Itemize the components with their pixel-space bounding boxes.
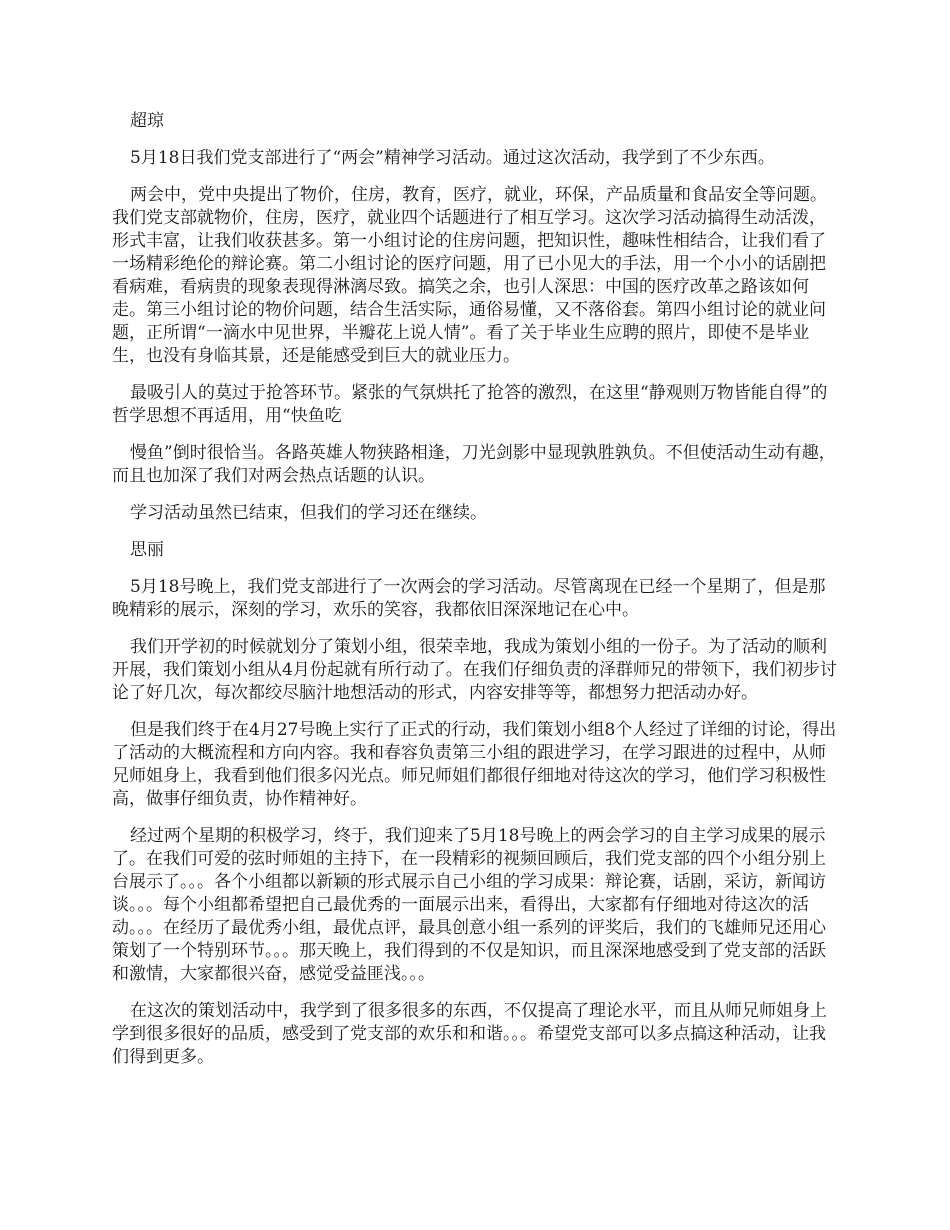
paragraph-evening: 5月18号晚上，我们党支部进行了一次两会的学习活动。尽管离现在已经一个星期了，但是那晚精彩的展示，深刻的学习，欢乐的笑容，我都依旧深深地记在心中。 (112, 577, 826, 620)
paragraph-continue-learning: 学习活动虽然已结束，但我们的学习还在继续。 (130, 503, 487, 523)
paragraph-intro: 5月18日我们党支部进行了“两会”精神学习活动。通过这次活动，我学到了不少东西。 (130, 148, 775, 168)
paragraph-showcase: 经过两个星期的积极学习，终于，我们迎来了5月18号晚上的两会学习的自主学习成果的展示了。在我们可爱的弦时师姐的主持下，在一段精彩的视频回顾后，我们党支部的四个小组分别上台展示了。。。各个小组都以新颖的形式展示自己小组的学习成果：辩论赛，话剧，采访，新闻访谈。。。每个小组都希望把自己最优秀的一面展示出来，看得出，大家都有仔细地对待这次的活动。。。在经历了最优秀小组，最优点评，最具创意小组一系列的评奖后，我们的飞雄师兄还用心策划了一个特别环节。。。那天晚上，我们得到的不仅是知识，而且深深地感受到了党支部的活跃和激情，大家都很兴奋，感觉受益匪浅。。。 (112, 826, 826, 984)
author-name-chaoqiong: 超琼 (130, 111, 164, 131)
paragraph-quiz-continued: 慢鱼”倒时很恰当。各路英雄人物狭路相逢，刀光剑影中显现孰胜孰负。不但使活动生动有趣，而且也加深了我们对两会热点话题的认识。 (112, 443, 836, 486)
paragraph-groups: 两会中，党中央提出了物价，住房，教育，医疗，就业，环保，产品质量和食品安全等问题。我们党支部就物价，住房，医疗，就业四个话题进行了相互学习。这次学习活动搞得生动活泼，形式丰富，让我们收获甚多。第一小组讨论的住房问题，把知识性，趣味性相结合，让我们看了一场精彩绝伦的辩论赛。第二小组讨论的医疗问题，用了已小见大的手法，用一个小小的话剧把看病难，看病贵的现象表现得淋漓尽致。搞笑之余，也引人深思：中国的医疗改革之路该如何走。第三小组讨论的物价问题，结合生活实际，通俗易懂，又不落俗套。第四小组讨论的就业问题，正所谓“一滴水中见世界，半瓣花上说人情”。看了关于毕业生应聘的照片，即使不是毕业生，也没有身临其景，还是能感受到巨大的就业压力。 (112, 185, 827, 366)
author-name-sili: 思丽 (130, 540, 164, 560)
paragraph-formal-action: 但是我们终于在4月27号晚上实行了正式的行动，我们策划小组8个人经过了详细的讨论，得出了活动的大概流程和方向内容。我和春容负责第三小组的跟进学习，在学习跟进的过程中，从师兄师姐身上，我看到他们很多闪光点。师兄师姐们都很仔细地对待这次的学习，他们学习积极性高，做事仔细负责，协作精神好。 (112, 720, 837, 809)
paragraph-planning-group: 我们开学初的时候就划分了策划小组，很荣幸地，我成为策划小组的一份子。为了活动的顺利开展，我们策划小组从4月份起就有所行动了。在我们仔细负责的泽群师兄的带领下，我们初步讨论了好几次，每次都绞尽脑汁地想活动的形式，内容安排等等，都想努力把活动办好。 (112, 637, 837, 703)
paragraph-quiz: 最吸引人的莫过于抢答环节。紧张的气氛烘托了抢答的激烈，在这里“静观则万物皆能自得”的哲学思想不再适用，用“快鱼吃 (112, 383, 828, 426)
document-body (112, 110, 840, 1083)
paragraph-conclusion: 在这次的策划活动中，我学到了很多很多的东西，不仅提高了理论水平，而且从师兄师姐身上学到很多很好的品质，感受到了党支部的欢乐和和谐。。。希望党支部可以多点搞这种活动，让我们得到更多。 (112, 1001, 827, 1067)
